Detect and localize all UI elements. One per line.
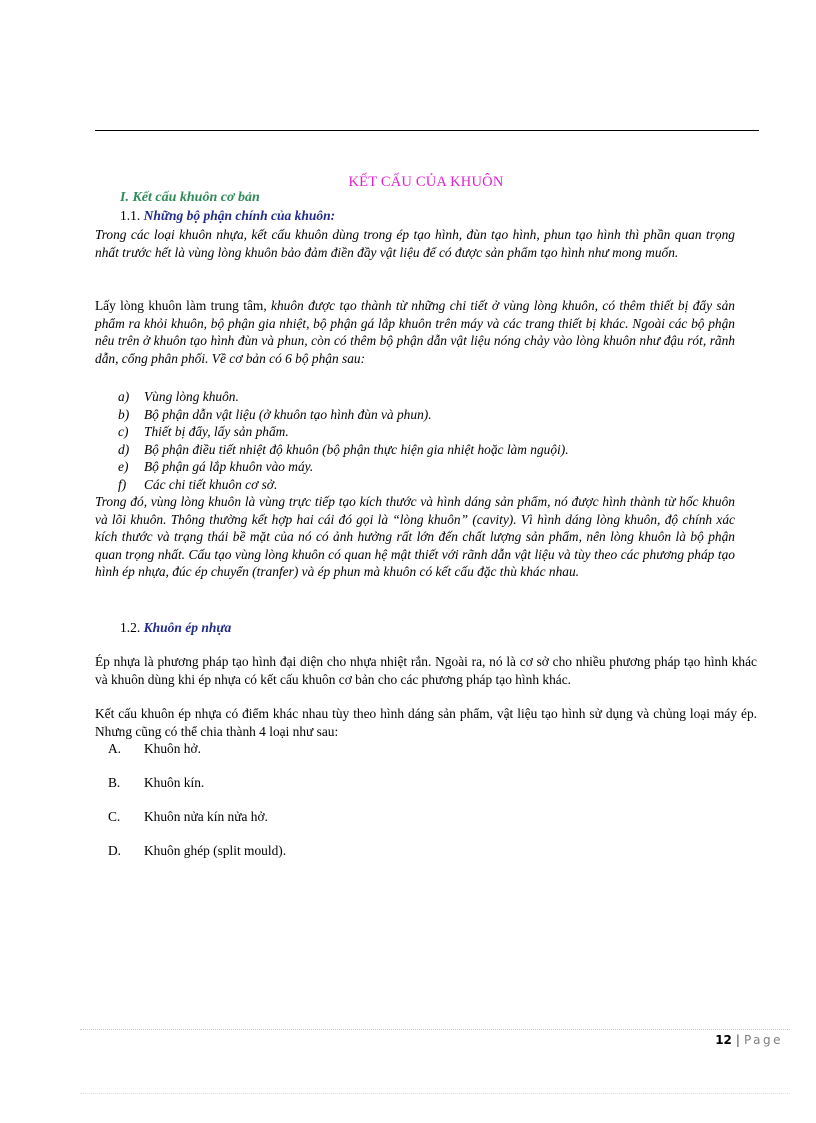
list-item-text: Bộ phận gá lắp khuôn vào máy. [144, 459, 314, 475]
list-item [108, 843, 286, 877]
subsection-title: Khuôn ép nhựa [143, 620, 232, 635]
page-number [715, 1033, 783, 1047]
list-item [108, 741, 286, 775]
list-item [118, 388, 569, 406]
footer-bottom-divider [80, 1093, 790, 1094]
footer-divider [80, 1029, 790, 1030]
subsection-title: Những bộ phận chính của khuôn: [143, 208, 336, 223]
list-item-text: Khuôn kín. [144, 775, 205, 790]
list-marker: e) [118, 459, 129, 475]
page-number-separator: | [735, 1033, 740, 1047]
list-marker: d) [118, 441, 130, 457]
list-item-text: Khuôn nửa kín nửa hở. [144, 809, 268, 824]
paragraph-2-rest: khuôn được tạo thành từ những chi tiết ở vùng lòng khuôn, có thêm thiết bị đẩy sản phẩm ra khỏi khuôn, bộ phận gia nhiệt, bộ phận gá lắp khuôn trên máy và các trang thiết bị khác. Ngoài các bộ phận nêu trên ở khuôn tạo hình đùn và phun, còn có thêm bộ phận dẫn vật liệu nóng chảy vào lòng khuôn như đậu rót, rãnh dẫn, cổng phân phối. Về cơ bản có 6 bộ phận sau: [95, 298, 735, 366]
list-item [118, 441, 569, 459]
subsection-heading-1-2 [120, 620, 231, 636]
paragraph-2 [95, 297, 735, 367]
paragraph-5: Kết cấu khuôn ép nhựa có điểm khác nhau tùy theo hình dáng sản phẩm, vật liệu tạo hình sử dụng và chủng loại máy ép. Nhưng cũng có thể chia thành 4 loại như sau: [95, 706, 757, 739]
page-title: KẾT CẤU CỦA KHUÔN [348, 174, 504, 190]
list-item-text: Bộ phận dẫn vật liệu (ở khuôn tạo hình đùn và phun). [144, 406, 432, 422]
list-item [118, 458, 569, 476]
list-item-text: Các chi tiết khuôn cơ sở. [144, 476, 278, 492]
list-item-text: Khuôn ghép (split mould). [144, 843, 287, 858]
header-rule [95, 130, 759, 131]
list-marker: f) [118, 476, 127, 492]
list-marker: A. [108, 741, 122, 756]
list-item [118, 476, 569, 494]
list-item-text: Bộ phận điều tiết nhiệt độ khuôn (bộ phận thực hiện gia nhiệt hoặc làm nguội). [144, 441, 569, 457]
page-number-value: 12 [715, 1033, 732, 1047]
mould-types-list [108, 741, 286, 877]
subsection-heading-1-1 [120, 208, 335, 224]
subsection-number: 1.1. [120, 208, 141, 223]
list-marker: D. [108, 843, 122, 858]
list-marker: b) [118, 406, 130, 422]
list-marker: a) [118, 389, 130, 404]
list-item [108, 809, 286, 843]
subsection-number: 1.2. [120, 620, 141, 635]
parts-list [118, 388, 569, 494]
list-marker: c) [118, 424, 129, 440]
list-item [118, 406, 569, 424]
list-item [118, 423, 569, 441]
section-heading: I. Kết cấu khuôn cơ bản [120, 190, 260, 205]
list-marker: C. [108, 809, 121, 824]
paragraph-3: Trong đó, vùng lòng khuôn là vùng trực tiếp tạo kích thước và hình dáng sản phẩm, nó được hình thành từ hốc khuôn và lõi khuôn. Thông thường kết hợp hai cái đó gọi là “lòng khuôn” (cavity). Vì hình dáng lòng khuôn, độ chính xác kích thước và trạng thái bề mặt của nó có ảnh hưởng rất lớn đến chất lượng sản phẩm, nên lòng khuôn là bộ phận quan trọng nhất. Cấu tạo vùng lòng khuôn có quan hệ mật thiết với rãnh dẫn vật liệu và tùy theo các phương pháp tạo hình ép nhựa, đúc ép chuyển (tranfer) và ép phun mà khuôn có kết cấu đặc thù khác nhau. [95, 494, 735, 580]
list-item [108, 775, 286, 809]
list-item-text: Khuôn hở. [144, 741, 201, 756]
list-item-text: Vùng lòng khuôn. [144, 389, 239, 404]
paragraph-1: Trong các loại khuôn nhựa, kết cấu khuôn dùng trong ép tạo hình, đùn tạo hình, phun tạo hình thì phần quan trọng nhất trước hết là vùng lòng khuôn bảo đảm điền đầy vật liệu để có được sản phẩm tạo hình như mong muốn. [95, 227, 735, 260]
list-marker: B. [108, 775, 121, 790]
paragraph-2-lead: Lấy lòng khuôn làm trung tâm, [95, 298, 272, 313]
paragraph-4: Ép nhựa là phương pháp tạo hình đại diện cho nhựa nhiệt rắn. Ngoài ra, nó là cơ sở cho nhiều phương pháp tạo hình khác và khuôn dùng khi ép nhựa có kết cấu khuôn cơ bản cho các phương pháp tạo hình khác. [95, 654, 757, 687]
list-item-text: Thiết bị đẩy, lấy sản phẩm. [144, 424, 289, 440]
page-word: Page [743, 1033, 783, 1047]
